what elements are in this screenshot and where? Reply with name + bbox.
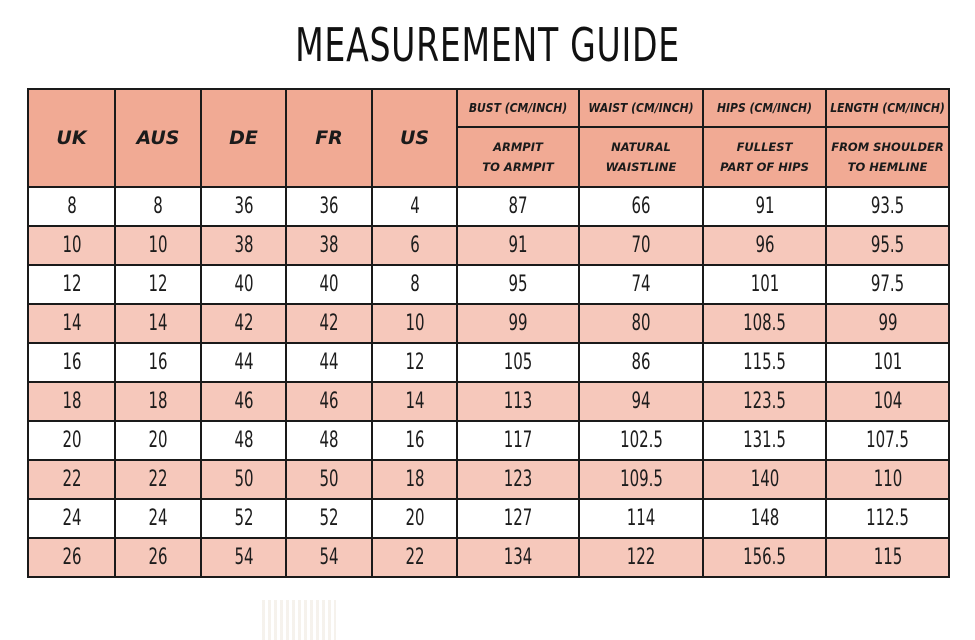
measurement-table — [27, 88, 950, 578]
cell-value: 44 — [233, 350, 254, 375]
column-header-fr: FR — [286, 89, 372, 187]
hips-description-line-1: FULLEST — [736, 140, 793, 155]
cell-waist — [579, 421, 703, 460]
cell-bust — [457, 460, 579, 499]
cell-us — [372, 265, 457, 304]
cell-value: 40 — [233, 272, 254, 297]
cell-bust — [457, 265, 579, 304]
cell-value: 80 — [631, 311, 651, 336]
cell-value: 87 — [508, 194, 528, 219]
cell-value: 50 — [319, 467, 339, 492]
cell-us — [372, 343, 457, 382]
length-description-line-2: TO HEMLINE — [847, 160, 928, 175]
cell-uk — [28, 265, 115, 304]
cell-value: 16 — [148, 350, 168, 375]
column-header-uk: UK — [28, 89, 115, 187]
cell-uk — [28, 382, 115, 421]
cell-value: 18 — [61, 389, 82, 414]
column-header-hips: HIPS (CM/INCH) — [703, 89, 826, 127]
cell-value: 123 — [503, 467, 533, 492]
column-header-waist: WAIST (CM/INCH) — [579, 89, 703, 127]
cell-value: 8 — [153, 194, 163, 219]
length-description — [826, 127, 949, 187]
cell-value: 10 — [148, 233, 168, 258]
cell-fr — [286, 187, 372, 226]
cell-value: 52 — [233, 506, 254, 531]
cell-length — [826, 460, 949, 499]
cell-value: 14 — [61, 311, 82, 336]
cell-value: 40 — [319, 272, 339, 297]
cell-value: 96 — [754, 233, 775, 258]
cell-hips — [703, 187, 826, 226]
cell-value: 18 — [148, 389, 168, 414]
bust-description-line-2: TO ARMPIT — [482, 160, 554, 175]
cell-value: 66 — [631, 194, 651, 219]
cell-aus — [115, 460, 201, 499]
cell-value: 18 — [404, 467, 425, 492]
cell-length — [826, 538, 949, 577]
cell-us — [372, 187, 457, 226]
cell-uk — [28, 499, 115, 538]
cell-uk — [28, 304, 115, 343]
bust-description — [457, 127, 579, 187]
cell-uk — [28, 460, 115, 499]
column-header-aus: AUS — [115, 89, 201, 187]
cell-value: 8 — [66, 194, 77, 219]
table-row — [28, 382, 949, 421]
cell-value: 104 — [873, 389, 902, 414]
cell-value: 12 — [148, 272, 168, 297]
cell-value: 105 — [503, 350, 533, 375]
cell-value: 10 — [404, 311, 425, 336]
cell-value: 102.5 — [619, 428, 663, 453]
waist-description — [579, 127, 703, 187]
cell-de — [201, 421, 286, 460]
cell-de — [201, 187, 286, 226]
cell-hips — [703, 499, 826, 538]
cell-value: 22 — [61, 467, 82, 492]
cell-value: 97.5 — [870, 272, 905, 297]
cell-uk — [28, 343, 115, 382]
table-row — [28, 304, 949, 343]
cell-value: 131.5 — [743, 428, 786, 453]
cell-value: 8 — [409, 272, 420, 297]
cell-value: 14 — [148, 311, 168, 336]
cell-fr — [286, 499, 372, 538]
cell-value: 107.5 — [866, 428, 909, 453]
cell-uk — [28, 421, 115, 460]
table-row — [28, 499, 949, 538]
cell-waist — [579, 382, 703, 421]
cell-waist — [579, 226, 703, 265]
cell-de — [201, 304, 286, 343]
cell-value: 74 — [631, 272, 651, 297]
cell-value: 52 — [319, 506, 339, 531]
cell-value: 20 — [404, 506, 425, 531]
cell-aus — [115, 265, 201, 304]
cell-waist — [579, 265, 703, 304]
cell-bust — [457, 538, 579, 577]
cell-de — [201, 538, 286, 577]
cell-aus — [115, 382, 201, 421]
cell-value: 22 — [148, 467, 168, 492]
table-row — [28, 421, 949, 460]
cell-value: 122 — [626, 545, 656, 570]
cell-value: 38 — [319, 233, 339, 258]
cell-uk — [28, 226, 115, 265]
cell-value: 12 — [404, 350, 425, 375]
cell-value: 123.5 — [743, 389, 786, 414]
cell-value: 26 — [61, 545, 82, 570]
cell-value: 112.5 — [866, 506, 909, 531]
cell-value: 91 — [754, 194, 775, 219]
cell-value: 46 — [233, 389, 254, 414]
cell-bust — [457, 226, 579, 265]
cell-bust — [457, 187, 579, 226]
waist-description-line-2: WAISTLINE — [605, 160, 677, 175]
cell-length — [826, 421, 949, 460]
cell-value: 94 — [631, 389, 651, 414]
cell-aus — [115, 187, 201, 226]
cell-de — [201, 226, 286, 265]
cell-fr — [286, 421, 372, 460]
cell-uk — [28, 538, 115, 577]
cell-length — [826, 304, 949, 343]
table-body — [28, 187, 949, 577]
cell-value: 48 — [233, 428, 254, 453]
cell-value: 16 — [404, 428, 425, 453]
cell-value: 54 — [319, 545, 339, 570]
cell-us — [372, 538, 457, 577]
cell-us — [372, 460, 457, 499]
cell-value: 95.5 — [870, 233, 905, 258]
cell-value: 86 — [631, 350, 651, 375]
cell-length — [826, 265, 949, 304]
cell-hips — [703, 421, 826, 460]
cell-value: 148 — [750, 506, 779, 531]
cell-fr — [286, 538, 372, 577]
table-row — [28, 460, 949, 499]
cell-us — [372, 304, 457, 343]
cell-value: 114 — [626, 506, 656, 531]
cell-value: 20 — [148, 428, 168, 453]
table-row — [28, 538, 949, 577]
cell-aus — [115, 343, 201, 382]
cell-value: 115.5 — [743, 350, 786, 375]
cell-value: 108.5 — [743, 311, 786, 336]
cell-de — [201, 343, 286, 382]
cell-waist — [579, 538, 703, 577]
cell-de — [201, 382, 286, 421]
cell-value: 14 — [404, 389, 425, 414]
length-description-line-1: FROM SHOULDER — [831, 140, 944, 155]
cell-length — [826, 382, 949, 421]
cell-value: 115 — [873, 545, 902, 570]
cell-waist — [579, 343, 703, 382]
cell-value: 16 — [61, 350, 82, 375]
cell-hips — [703, 304, 826, 343]
cell-waist — [579, 460, 703, 499]
cell-bust — [457, 499, 579, 538]
cell-value: 26 — [148, 545, 168, 570]
column-header-us: US — [372, 89, 457, 187]
cell-hips — [703, 538, 826, 577]
cell-waist — [579, 304, 703, 343]
cell-de — [201, 499, 286, 538]
cell-value: 54 — [233, 545, 254, 570]
cell-aus — [115, 304, 201, 343]
cell-value: 12 — [61, 272, 82, 297]
cell-value: 101 — [873, 350, 902, 375]
cell-value: 140 — [750, 467, 779, 492]
page-title: MEASUREMENT GUIDE — [295, 18, 680, 72]
cell-length — [826, 187, 949, 226]
column-header-bust: BUST (CM/INCH) — [457, 89, 579, 127]
cell-value: 109.5 — [619, 467, 663, 492]
cell-aus — [115, 538, 201, 577]
cell-value: 91 — [508, 233, 528, 258]
cell-fr — [286, 382, 372, 421]
column-header-de: DE — [201, 89, 286, 187]
cell-us — [372, 421, 457, 460]
cell-hips — [703, 460, 826, 499]
cell-value: 134 — [503, 545, 533, 570]
table-row — [28, 343, 949, 382]
table-row — [28, 187, 949, 226]
cell-value: 36 — [233, 194, 254, 219]
cell-aus — [115, 421, 201, 460]
decorative-texture — [262, 600, 336, 640]
column-header-length: LENGTH (CM/INCH) — [826, 89, 949, 127]
cell-waist — [579, 499, 703, 538]
cell-hips — [703, 226, 826, 265]
cell-value: 22 — [404, 545, 425, 570]
cell-bust — [457, 343, 579, 382]
cell-length — [826, 226, 949, 265]
cell-value: 70 — [631, 233, 651, 258]
header-row-top — [28, 89, 949, 127]
cell-de — [201, 265, 286, 304]
cell-value: 42 — [233, 311, 254, 336]
cell-value: 38 — [233, 233, 254, 258]
hips-description-line-2: PART OF HIPS — [720, 160, 809, 175]
cell-value: 101 — [750, 272, 779, 297]
hips-description — [703, 127, 826, 187]
table-row — [28, 265, 949, 304]
cell-value: 113 — [503, 389, 533, 414]
cell-value: 50 — [233, 467, 254, 492]
cell-value: 99 — [508, 311, 528, 336]
waist-description-line-1: NATURAL — [611, 140, 671, 155]
cell-value: 20 — [61, 428, 82, 453]
cell-value: 24 — [148, 506, 168, 531]
cell-hips — [703, 382, 826, 421]
cell-aus — [115, 226, 201, 265]
cell-value: 117 — [503, 428, 533, 453]
cell-us — [372, 499, 457, 538]
cell-value: 36 — [319, 194, 339, 219]
cell-length — [826, 343, 949, 382]
cell-fr — [286, 460, 372, 499]
cell-value: 99 — [877, 311, 898, 336]
cell-fr — [286, 343, 372, 382]
cell-hips — [703, 343, 826, 382]
cell-value: 156.5 — [743, 545, 786, 570]
cell-hips — [703, 265, 826, 304]
cell-de — [201, 460, 286, 499]
cell-length — [826, 499, 949, 538]
cell-bust — [457, 382, 579, 421]
cell-uk — [28, 187, 115, 226]
cell-value: 42 — [319, 311, 339, 336]
table-row — [28, 226, 949, 265]
cell-waist — [579, 187, 703, 226]
cell-value: 95 — [508, 272, 528, 297]
cell-fr — [286, 265, 372, 304]
cell-bust — [457, 421, 579, 460]
cell-value: 24 — [61, 506, 82, 531]
cell-value: 6 — [409, 233, 420, 258]
cell-us — [372, 226, 457, 265]
cell-value: 48 — [319, 428, 339, 453]
cell-value: 110 — [873, 467, 902, 492]
cell-value: 127 — [503, 506, 533, 531]
cell-fr — [286, 226, 372, 265]
cell-fr — [286, 304, 372, 343]
cell-value: 44 — [319, 350, 339, 375]
cell-us — [372, 382, 457, 421]
cell-aus — [115, 499, 201, 538]
cell-value: 46 — [319, 389, 339, 414]
cell-value: 4 — [409, 194, 420, 219]
cell-bust — [457, 304, 579, 343]
cell-value: 93.5 — [870, 194, 905, 219]
cell-value: 10 — [61, 233, 82, 258]
bust-description-line-1: ARMPIT — [493, 140, 543, 155]
